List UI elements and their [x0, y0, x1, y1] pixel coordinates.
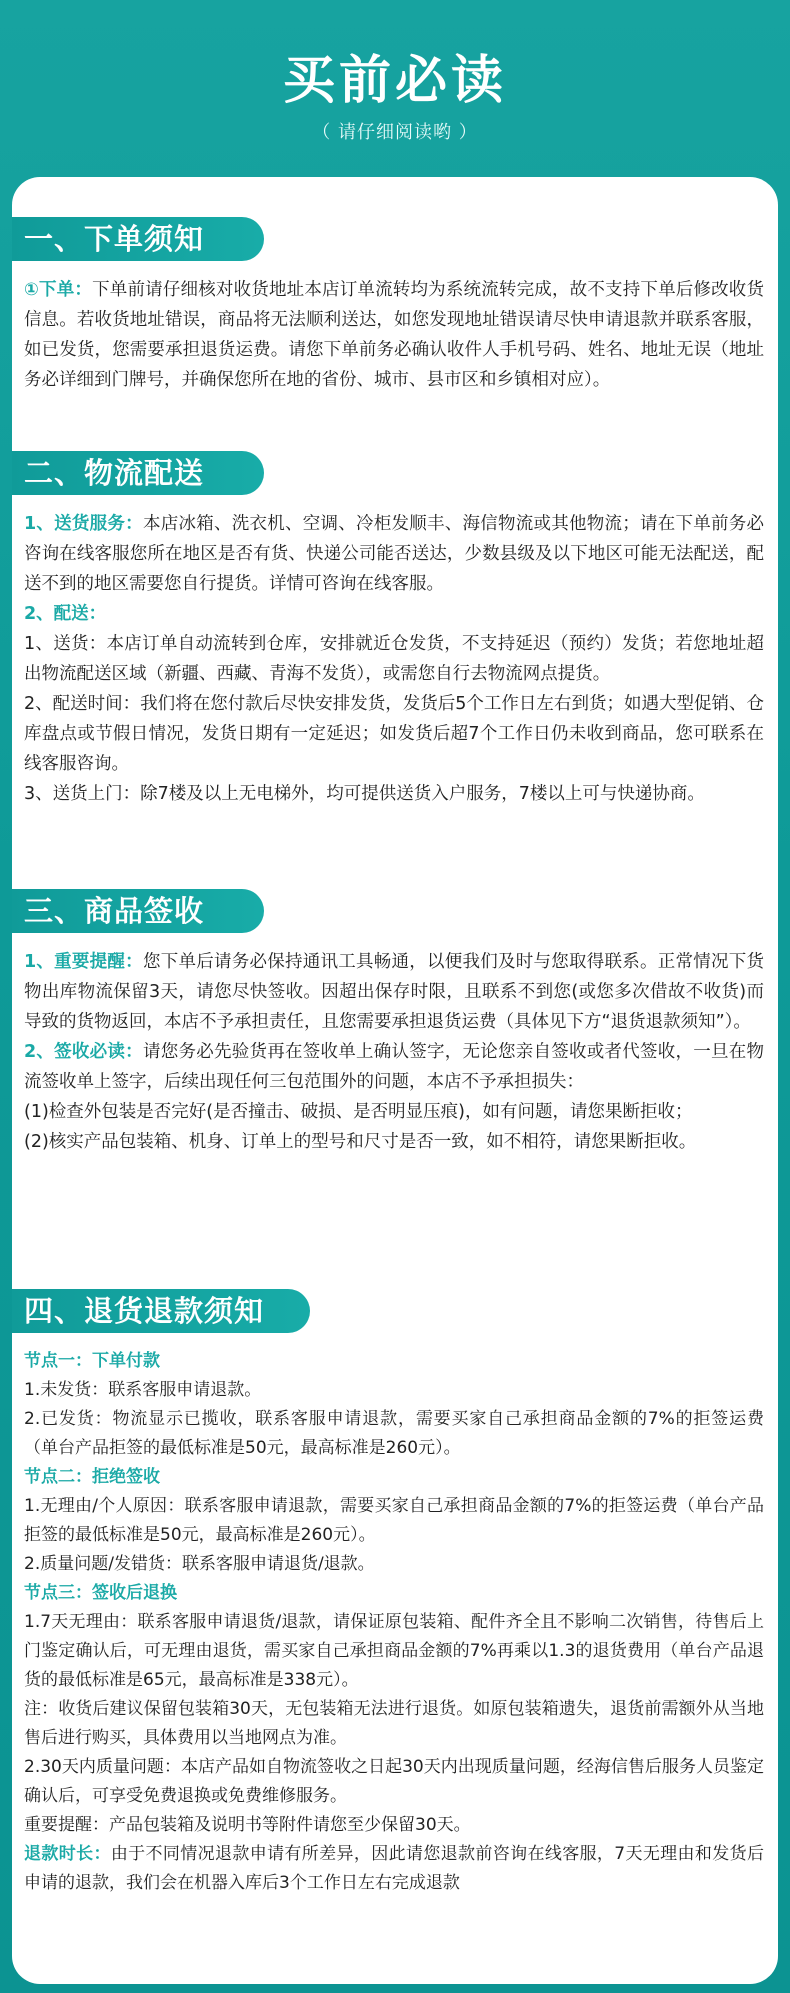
- paragraph-text: 重要提醒：产品包装箱及说明书等附件请您至少保留30天。: [24, 1815, 471, 1835]
- paragraph: [24, 1037, 764, 1097]
- paragraph-label: 退款时长：: [24, 1844, 111, 1864]
- paragraph: [24, 1463, 764, 1492]
- paragraph: [24, 1550, 764, 1579]
- paragraph-text: 2.质量问题/发错货：联系客服申请退货/退款。: [24, 1554, 375, 1574]
- section-body: [24, 1347, 764, 1898]
- paragraph-text: 注：收货后建议保留包装箱30天，无包装箱无法进行退货。如原包装箱遗失，退货前需额外从当地售后进行购买，具体费用以当地网点为准。: [24, 1699, 764, 1748]
- paragraph-label: 2、配送：: [24, 604, 107, 624]
- paragraph-text: 2.已发货：物流显示已揽收，联系客服申请退款，需要买家自己承担商品金额的7%的拒签运费（单台产品拒签的最低标准是50元，最高标准是260元）。: [24, 1409, 764, 1458]
- paragraph-text: 下单前请仔细核对收货地址本店订单流转均为系统流转完成，故不支持下单后修改收货信息。若收货地址错误，商品将无法顺利送达，如您发现地址错误请尽快申请退款并联系客服，如已发货，您需要承担退货运费。请您下单前务必确认收件人手机号码、姓名、地址无误（地址务必详细到门牌号，并确保您所在地的省份、城市、县市区和乡镇相对应）。: [24, 280, 764, 390]
- paragraph: [24, 275, 764, 395]
- paragraph-text: 1、送货：本店订单自动流转到仓库，安排就近仓发货，不支持延迟（预约）发货；若您地址超出物流配送区域（新疆、西藏、青海不发货），或需您自行去物流网点提货。: [24, 634, 764, 684]
- paragraph: [24, 629, 764, 689]
- paragraph-label: 1、重要提醒：: [24, 952, 143, 972]
- paragraph-label: ①下单：: [24, 280, 93, 300]
- paragraph: [24, 1608, 764, 1695]
- paragraph: [24, 509, 764, 599]
- section-heading: 四、退货退款须知: [12, 1289, 310, 1333]
- page-subtitle: （ 请仔细阅读哟 ）: [312, 122, 478, 143]
- paragraph-text: (1)检查外包装是否完好(是否撞击、破损、是否明显压痕)，如有问题，请您果断拒收；: [24, 1102, 693, 1122]
- paragraph: [24, 1347, 764, 1376]
- paragraph: [24, 779, 764, 809]
- paragraph: [24, 1840, 764, 1898]
- section-order-notice: [12, 217, 778, 395]
- paragraph-label: 1、送货服务：: [24, 514, 143, 534]
- paragraph-label: 2、签收必读：: [24, 1042, 143, 1062]
- paragraph: [24, 1579, 764, 1608]
- paragraph-text: 您下单后请务必保持通讯工具畅通，以便我们及时与您取得联系。正常情况下货物出库物流保留3天，请您尽快签收。因超出保存时限，且联系不到您(或您多次借故不收货)而导致的货物返回，本店不予承担责任，且您需要承担退货运费（具体见下方“退货退款须知”）。: [24, 952, 764, 1032]
- paragraph-text: 请您务必先验货再在签收单上确认签字，无论您亲自签收或者代签收，一旦在物流签收单上签字，后续出现任何三包范围外的问题，本店不予承担损失：: [24, 1042, 764, 1092]
- paragraph-text: 1.未发货：联系客服申请退款。: [24, 1380, 262, 1400]
- section-body: [24, 509, 764, 809]
- paragraph: [24, 1695, 764, 1753]
- node-label: 节点三：签收后退换: [24, 1583, 177, 1603]
- section-heading: 一、下单须知: [12, 217, 264, 261]
- paragraph-text: 本店冰箱、洗衣机、空调、冷柜发顺丰、海信物流或其他物流；请在下单前务必咨询在线客服您所在地区是否有货、快递公司能否送达，少数县级及以下地区可能无法配送，配送不到的地区需要您自行提货。详情可咨询在线客服。: [24, 514, 764, 594]
- paragraph-text: 2.30天内质量问题：本店产品如自物流签收之日起30天内出现质量问题，经海信售后服务人员鉴定确认后，可享受免费退换或免费维修服务。: [24, 1757, 764, 1806]
- paragraph: [24, 689, 764, 779]
- paragraph-text: 3、送货上门：除7楼及以上无电梯外，均可提供送货入户服务，7楼以上可与快递协商。: [24, 784, 705, 804]
- paragraph: [24, 1492, 764, 1550]
- paragraph: [24, 1127, 764, 1157]
- section-body: [24, 947, 764, 1157]
- node-label: 节点二：拒绝签收: [24, 1467, 160, 1487]
- paragraph-text: 1.无理由/个人原因：联系客服申请退款，需要买家自己承担商品金额的7%的拒签运费（单台产品拒签的最低标准是50元，最高标准是260元）。: [24, 1496, 764, 1545]
- paragraph: [24, 1811, 764, 1840]
- paragraph-text: (2)核实产品包装箱、机身、订单上的型号和尺寸是否一致，如不相符，请您果断拒收。: [24, 1132, 697, 1152]
- section-logistics: [12, 451, 778, 809]
- paragraph: [24, 1405, 764, 1463]
- page-title: 买前必读: [282, 51, 507, 111]
- paragraph: [24, 947, 764, 1037]
- node-label: 节点一：下单付款: [24, 1351, 160, 1371]
- section-heading: 二、物流配送: [12, 451, 264, 495]
- section-heading: 三、商品签收: [12, 889, 264, 933]
- section-return-refund: [12, 1289, 778, 1898]
- paragraph: [24, 1097, 764, 1127]
- paragraph-text: 由于不同情况退款申请有所差异，因此请您退款前咨询在线客服，7天无理由和发货后申请的退款，我们会在机器入库后3个工作日左右完成退款: [24, 1844, 764, 1893]
- paragraph-text: 1.7天无理由：联系客服申请退货/退款，请保证原包装箱、配件齐全且不影响二次销售，待售后上门鉴定确认后，可无理由退货，需买家自己承担商品金额的7%再乘以1.3的退货费用（单台产品退货的最低标准是65元，最高标准是338元）。: [24, 1612, 764, 1690]
- section-receipt: [12, 889, 778, 1157]
- paragraph: [24, 599, 764, 629]
- paragraph-text: 2、配送时间：我们将在您付款后尽快安排发货，发货后5个工作日左右到货；如遇大型促销、仓库盘点或节假日情况，发货日期有一定延迟；如发货后超7个工作日仍未收到商品，您可联系在线客服咨询。: [24, 694, 764, 774]
- page-header: [0, 0, 790, 175]
- paragraph: [24, 1376, 764, 1405]
- section-body: [24, 275, 764, 395]
- notice-card: [12, 177, 778, 1984]
- paragraph: [24, 1753, 764, 1811]
